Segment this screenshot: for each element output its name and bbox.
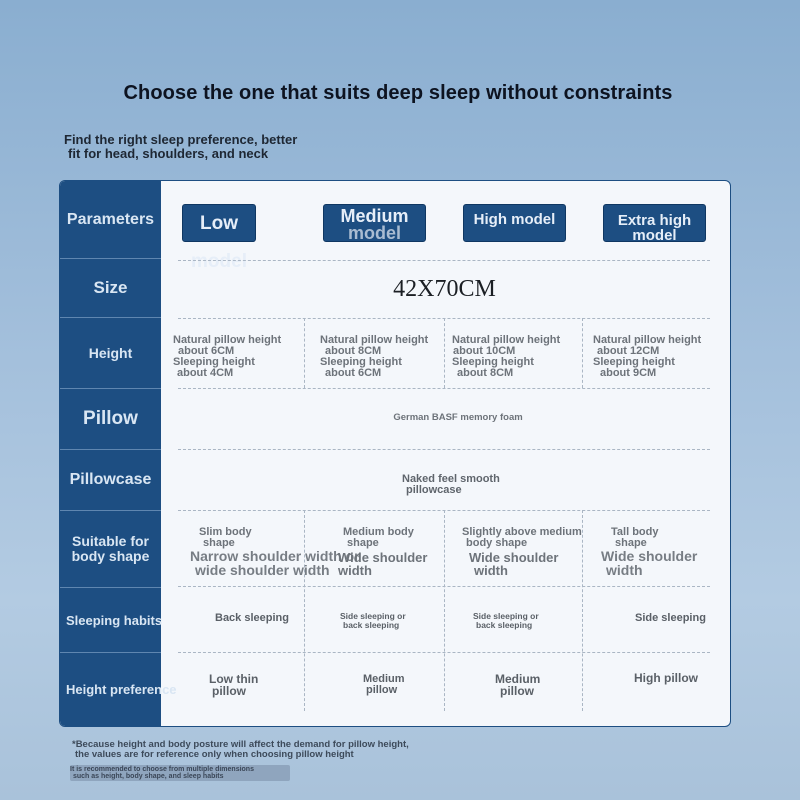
model-header-high: High model [463,204,566,242]
row-label-body-shape: Suitable for body shape [60,511,161,588]
column-divider [444,318,445,388]
height-pref-cell-extra-high: High pillow [634,671,698,685]
row-label-size: Size [60,259,161,318]
sleeping-habit-cell-low: Back sleeping [215,612,289,624]
row-label-parameters: Parameters [60,181,161,259]
row-label-sleeping-habits: Sleeping habits [60,588,161,653]
height-cell-extra-high: Natural pillow height about 12CM Sleeping height about 9CM [593,334,702,379]
height-cell-low: Natural pillow height about 6CM Sleeping height about 4CM [173,334,282,379]
pillow-value: German BASF memory foam [393,412,523,423]
shoulder-cell-low: Narrow shoulder width or wide shoulder width [190,548,360,578]
page-title: Choose the one that suits deep sleep without constraints [123,82,673,104]
row-divider [178,449,710,450]
shoulder-cell-extra-high: Wide shoulder width [601,548,698,578]
height-pref-cell-medium: Medium pillow [363,673,405,696]
body-shape-cell-medium: Medium body shape [343,526,414,549]
column-divider [304,510,305,711]
sleeping-habit-cell-medium: Side sleeping or back sleeping [340,611,406,630]
column-divider [304,318,305,388]
sleeping-habit-cell-extra-high: Side sleeping [635,612,706,624]
row-label-height-preference: Height preference [66,682,177,697]
row-label-pillowcase: Pillowcase [60,450,161,511]
size-value: 42X70CM [393,276,496,302]
comparison-table [59,180,731,727]
model-header-low: Low model [182,204,256,242]
height-pref-cell-high: Medium pillow [495,672,541,698]
height-cell-high: Natural pillow height about 10CM Sleeping height about 8CM [452,334,561,379]
height-pref-cell-low: Low thin pillow [209,672,259,698]
body-shape-cell-high: Slightly above medium body shape [462,526,582,549]
page-subtitle: Find the right sleep preference, better fit for head, shoulders, and neck [64,132,298,161]
row-label-pillow: Pillow [60,389,161,450]
parameter-column [60,181,177,726]
sleeping-habit-cell-high: Side sleeping or back sleeping [473,611,539,630]
footnote: *Because height and body posture will affect the demand for pillow height, the values are for reference only when choosing pillow height [72,739,409,760]
row-divider [178,388,710,389]
pillowcase-value: Naked feel smooth pillowcase [402,473,500,496]
model-header-medium: Medium model [323,204,426,242]
model-header-extra-high: Extra high model [603,204,706,242]
body-shape-cell-low: Slim body shape [199,526,252,549]
height-cell-medium: Natural pillow height about 8CM Sleeping height about 6CM [320,334,429,379]
column-divider [582,510,583,711]
column-divider [582,318,583,388]
column-divider [444,510,445,711]
row-divider [178,260,710,261]
shoulder-cell-medium: Wide shoulder width [338,550,428,578]
shoulder-cell-high: Wide shoulder width [469,550,559,578]
row-label-height: Height [60,318,161,389]
body-shape-cell-extra-high: Tall body shape [611,526,659,549]
footnote-recommendation: It is recommended to choose from multiple dimensions such as height, body shape, and sleep habits [70,765,290,781]
